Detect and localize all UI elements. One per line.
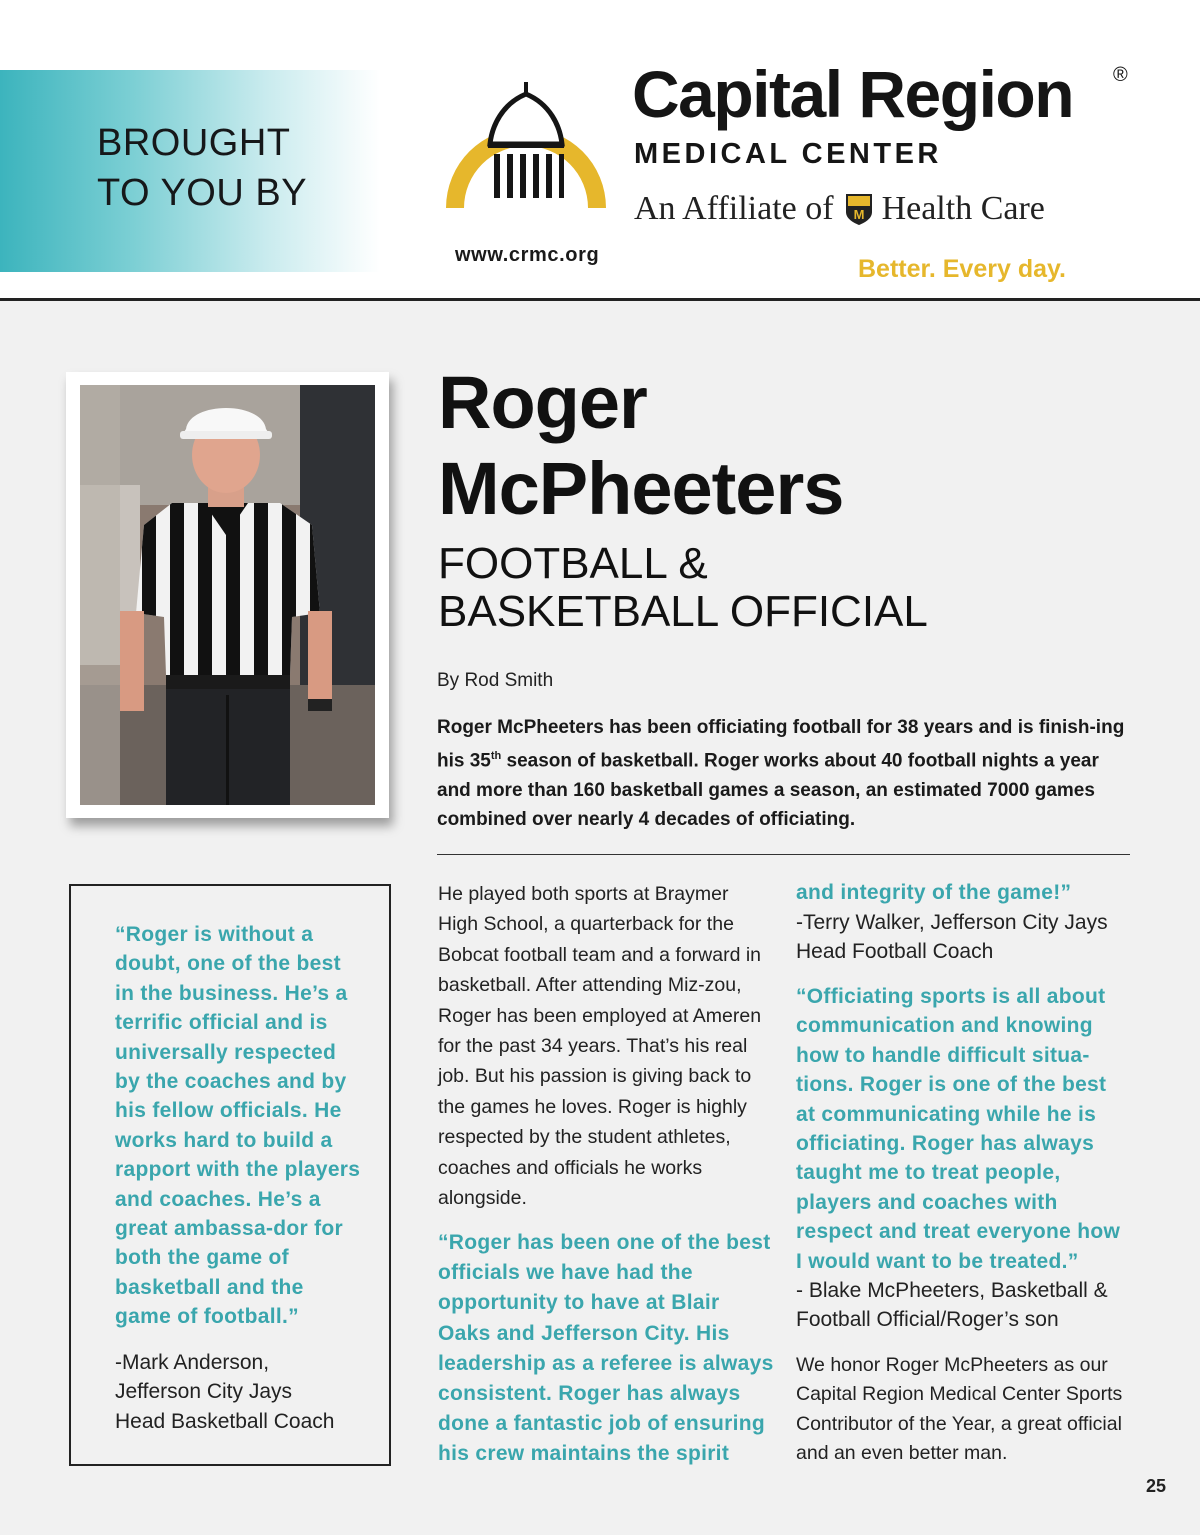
header <box>0 0 1200 301</box>
body-paragraph: He played both sports at Braymer High School, a quarterback for the Bobcat football team and a forward in basketball. After attending Miz-zou, Roger has been employed at Ameren for the past 34 years. That’s his real job. But his passion is giving back to the games he loves. Roger is highly respected by the student athletes, coaches and officials he works alongside. <box>438 883 762 1210</box>
affiliate-logo-letter: M <box>853 207 864 222</box>
affiliate-prefix: An Affiliate of <box>634 190 834 227</box>
sidebar-quote: “Roger is without a doubt, one of the best in the business. He’s a terrific official and is universally respected by the coaches and by his fellow officials. He works hard to build a rapport with the players and coaches. He’s a great ambassa-dor for both the game of basketball and the game of football.” <box>115 923 361 1329</box>
capitol-dome-logo-icon <box>440 78 612 214</box>
affiliate-line <box>634 190 1045 228</box>
brand-subtitle: MEDICAL CENTER <box>634 138 942 170</box>
mizzou-shield-icon <box>844 192 874 226</box>
website-url[interactable]: www.crmc.org <box>455 244 600 266</box>
registered-mark: ® <box>1113 64 1128 86</box>
intro-paragraph: Roger McPheeters has been officiating football for 38 years and is finish-ing his 35th season of basketball. Roger works about 40 football nights a year and more than 160 basketball games a season, an estimated 7000 games combined over nearly 4 decades of officiating. <box>437 717 1125 831</box>
quote-terry-walker-end: and integrity of the game!” <box>796 881 1072 904</box>
quote-blake-mcpheeters-attribution: - Blake McPheeters, Basketball & Football Official/Roger’s son <box>796 1279 1108 1332</box>
divider <box>437 854 1130 855</box>
brought-to-you-by: BROUGHT TO YOU BY <box>97 122 308 214</box>
referee-photo-image <box>80 385 375 805</box>
page-number: 25 <box>1146 1476 1167 1496</box>
quote-terry-walker: “Roger has been one of the best officials we have had the opportunity to have at Blair Oaks and Jefferson City. His leadership as a referee is always consistent. Roger has always done a fantastic job of ensuring his crew maintains the spirit <box>438 1231 774 1466</box>
tagline: Better. Every day. <box>858 255 1066 283</box>
article-title: Roger McPheeters <box>438 361 844 530</box>
brand-name: Capital Region <box>632 57 1074 131</box>
article-subtitle: FOOTBALL & BASKETBALL OFFICIAL <box>438 539 928 636</box>
portrait-photo <box>66 372 389 818</box>
sidebar-attribution: -Mark Anderson, Jefferson City Jays Head Basketball Coach <box>115 1351 335 1433</box>
closing-paragraph: We honor Roger McPheeters as our Capital Region Medical Center Sports Contributor of the Year, a great official and an even better man. <box>796 1354 1123 1465</box>
quote-blake-mcpheeters: “Officiating sports is all about communication and knowing how to handle difficult situa-tions. Roger is one of the best at communicating while he is officiating. Roger has always taught me to treat people, players and coaches with respect and treat everyone how I would want to be treated.” <box>796 985 1121 1273</box>
byline: By Rod Smith <box>437 670 554 691</box>
affiliate-suffix: Health Care <box>881 190 1045 227</box>
quote-terry-walker-attribution: -Terry Walker, Jefferson City Jays Head Football Coach <box>796 911 1108 964</box>
